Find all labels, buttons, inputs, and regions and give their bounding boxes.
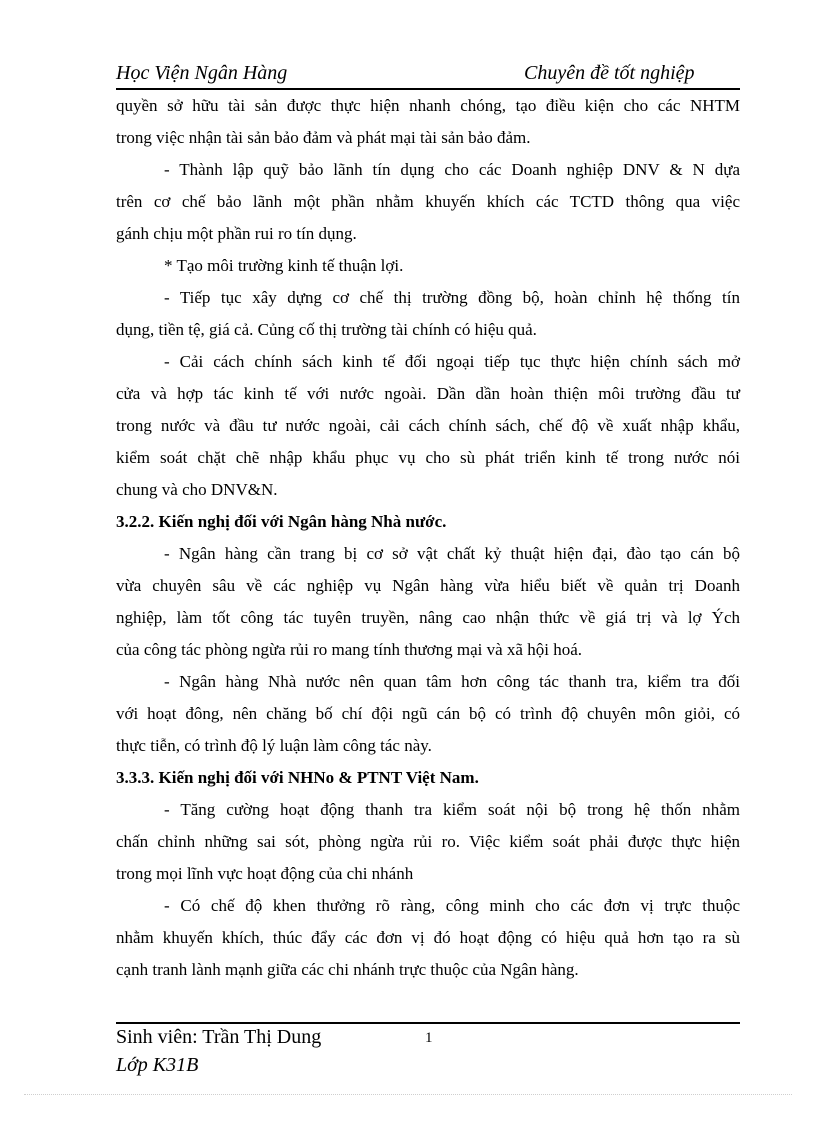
- section-heading-3-2-2: 3.2.2. Kiến nghị đối với Ngân hàng Nhà nước.: [116, 512, 447, 531]
- text-line: trong mọi lĩnh vực hoạt động của chi nhánh: [116, 864, 414, 883]
- text-line: - Cải cách chính sách kinh tế đối ngoại tiếp tục thực hiện chính sách mở: [164, 352, 740, 371]
- paragraph-5: [116, 346, 740, 506]
- text-line: kiểm soát chặt chẽ nhập khẩu phục vụ cho sù phát triển kinh tế trong nước nói: [116, 448, 740, 467]
- paragraph-1: [116, 90, 740, 154]
- text-line: với hoạt đông, nên chăng bố chí đội ngũ cán bộ có trình độ chuyên môn giỏi, có: [116, 704, 740, 723]
- text-line: - Ngân hàng Nhà nước nên quan tâm hơn công tác thanh tra, kiểm tra đối: [164, 672, 740, 691]
- text-line: trong việc nhận tài sản bảo đảm và phát mại tài sản bảo đảm.: [116, 128, 531, 147]
- paragraph-9: [116, 890, 740, 986]
- text-line: nhằm khuyến khích, thúc đẩy các đơn vị đó hoạt động có hiệu quả hơn tạo ra sù: [116, 928, 740, 947]
- page-header: [116, 60, 740, 90]
- document-body: [116, 90, 740, 986]
- paragraph-8: [116, 794, 740, 890]
- text-line: dụng, tiền tệ, giá cả. Củng cố thị trường tài chính có hiệu quả.: [116, 320, 537, 339]
- text-line: - Có chế độ khen thưởng rõ ràng, công minh cho các đơn vị trực thuộc: [164, 896, 740, 915]
- header-document-type: Chuyên đề tốt nghiệp: [524, 62, 695, 84]
- text-line: - Tiếp tục xây dựng cơ chế thị trường đồng bộ, hoàn chỉnh hệ thống tín: [164, 288, 740, 307]
- text-line: trên cơ chế bảo lãnh một phần nhằm khuyến khích các TCTD thông qua việc: [116, 192, 740, 211]
- paragraph-6: [116, 538, 740, 666]
- text-line: vừa chuyên sâu về các nghiệp vụ Ngân hàng vừa hiểu biết về quản trị Doanh: [116, 576, 740, 595]
- text-line: nghiệp, làm tốt công tác tuyên truyền, nâng cao nhận thức về giá trị và lợ Ých: [116, 608, 740, 627]
- section-heading-3-3-3: 3.3.3. Kiến nghị đối với NHNo & PTNT Việt Nam.: [116, 768, 479, 787]
- text-line: - Ngân hàng cần trang bị cơ sở vật chất kỷ thuật hiện đại, đào tạo cán bộ: [164, 544, 740, 563]
- footer-class: Lớp K31B: [116, 1054, 199, 1076]
- text-line: quyền sở hữu tài sản được thực hiện nhanh chóng, tạo điều kiện cho các NHTM: [116, 96, 740, 115]
- page-number: 1: [425, 1030, 433, 1046]
- text-line: - Thành lập quỹ bảo lãnh tín dụng cho các Doanh nghiệp DNV & N dựa: [164, 160, 740, 179]
- footer-divider: [116, 1022, 740, 1024]
- paragraph-7: [116, 666, 740, 762]
- text-line: gánh chịu một phần rui ro tín dụng.: [116, 224, 357, 243]
- text-line: của công tác phòng ngừa rủi ro mang tính thương mại và xã hội hoá.: [116, 640, 582, 659]
- text-line: trong nước và đầu tư nước ngoài, cải cách chính sách, chế độ về xuất nhập khẩu,: [116, 416, 740, 435]
- text-line: thực tiễn, có trình độ lý luận làm công tác này.: [116, 736, 432, 755]
- paragraph-3: [116, 250, 740, 282]
- text-line: * Tạo môi trường kinh tế thuận lợi.: [164, 256, 404, 275]
- text-line: - Tăng cường hoạt động thanh tra kiểm soát nội bộ trong hệ thốn nhằm: [164, 800, 740, 819]
- footer-student-name: Sinh viên: Trần Thị Dung: [116, 1026, 322, 1048]
- text-line: cửa và hợp tác kinh tế với nước ngoài. Dần dần hoàn thiện môi trường đầu tư: [116, 384, 740, 403]
- paragraph-4: [116, 282, 740, 346]
- text-line: chấn chỉnh những sai sót, phòng ngừa rủi ro. Việc kiểm soát phải được thực hiện: [116, 832, 740, 851]
- header-institution: Học Viện Ngân Hàng: [116, 62, 288, 84]
- text-line: chung và cho DNV&N.: [116, 480, 278, 499]
- page-edge-divider: [24, 1094, 792, 1095]
- text-line: cạnh tranh lành mạnh giữa các chi nhánh trực thuộc của Ngân hàng.: [116, 960, 579, 979]
- paragraph-2: [116, 154, 740, 250]
